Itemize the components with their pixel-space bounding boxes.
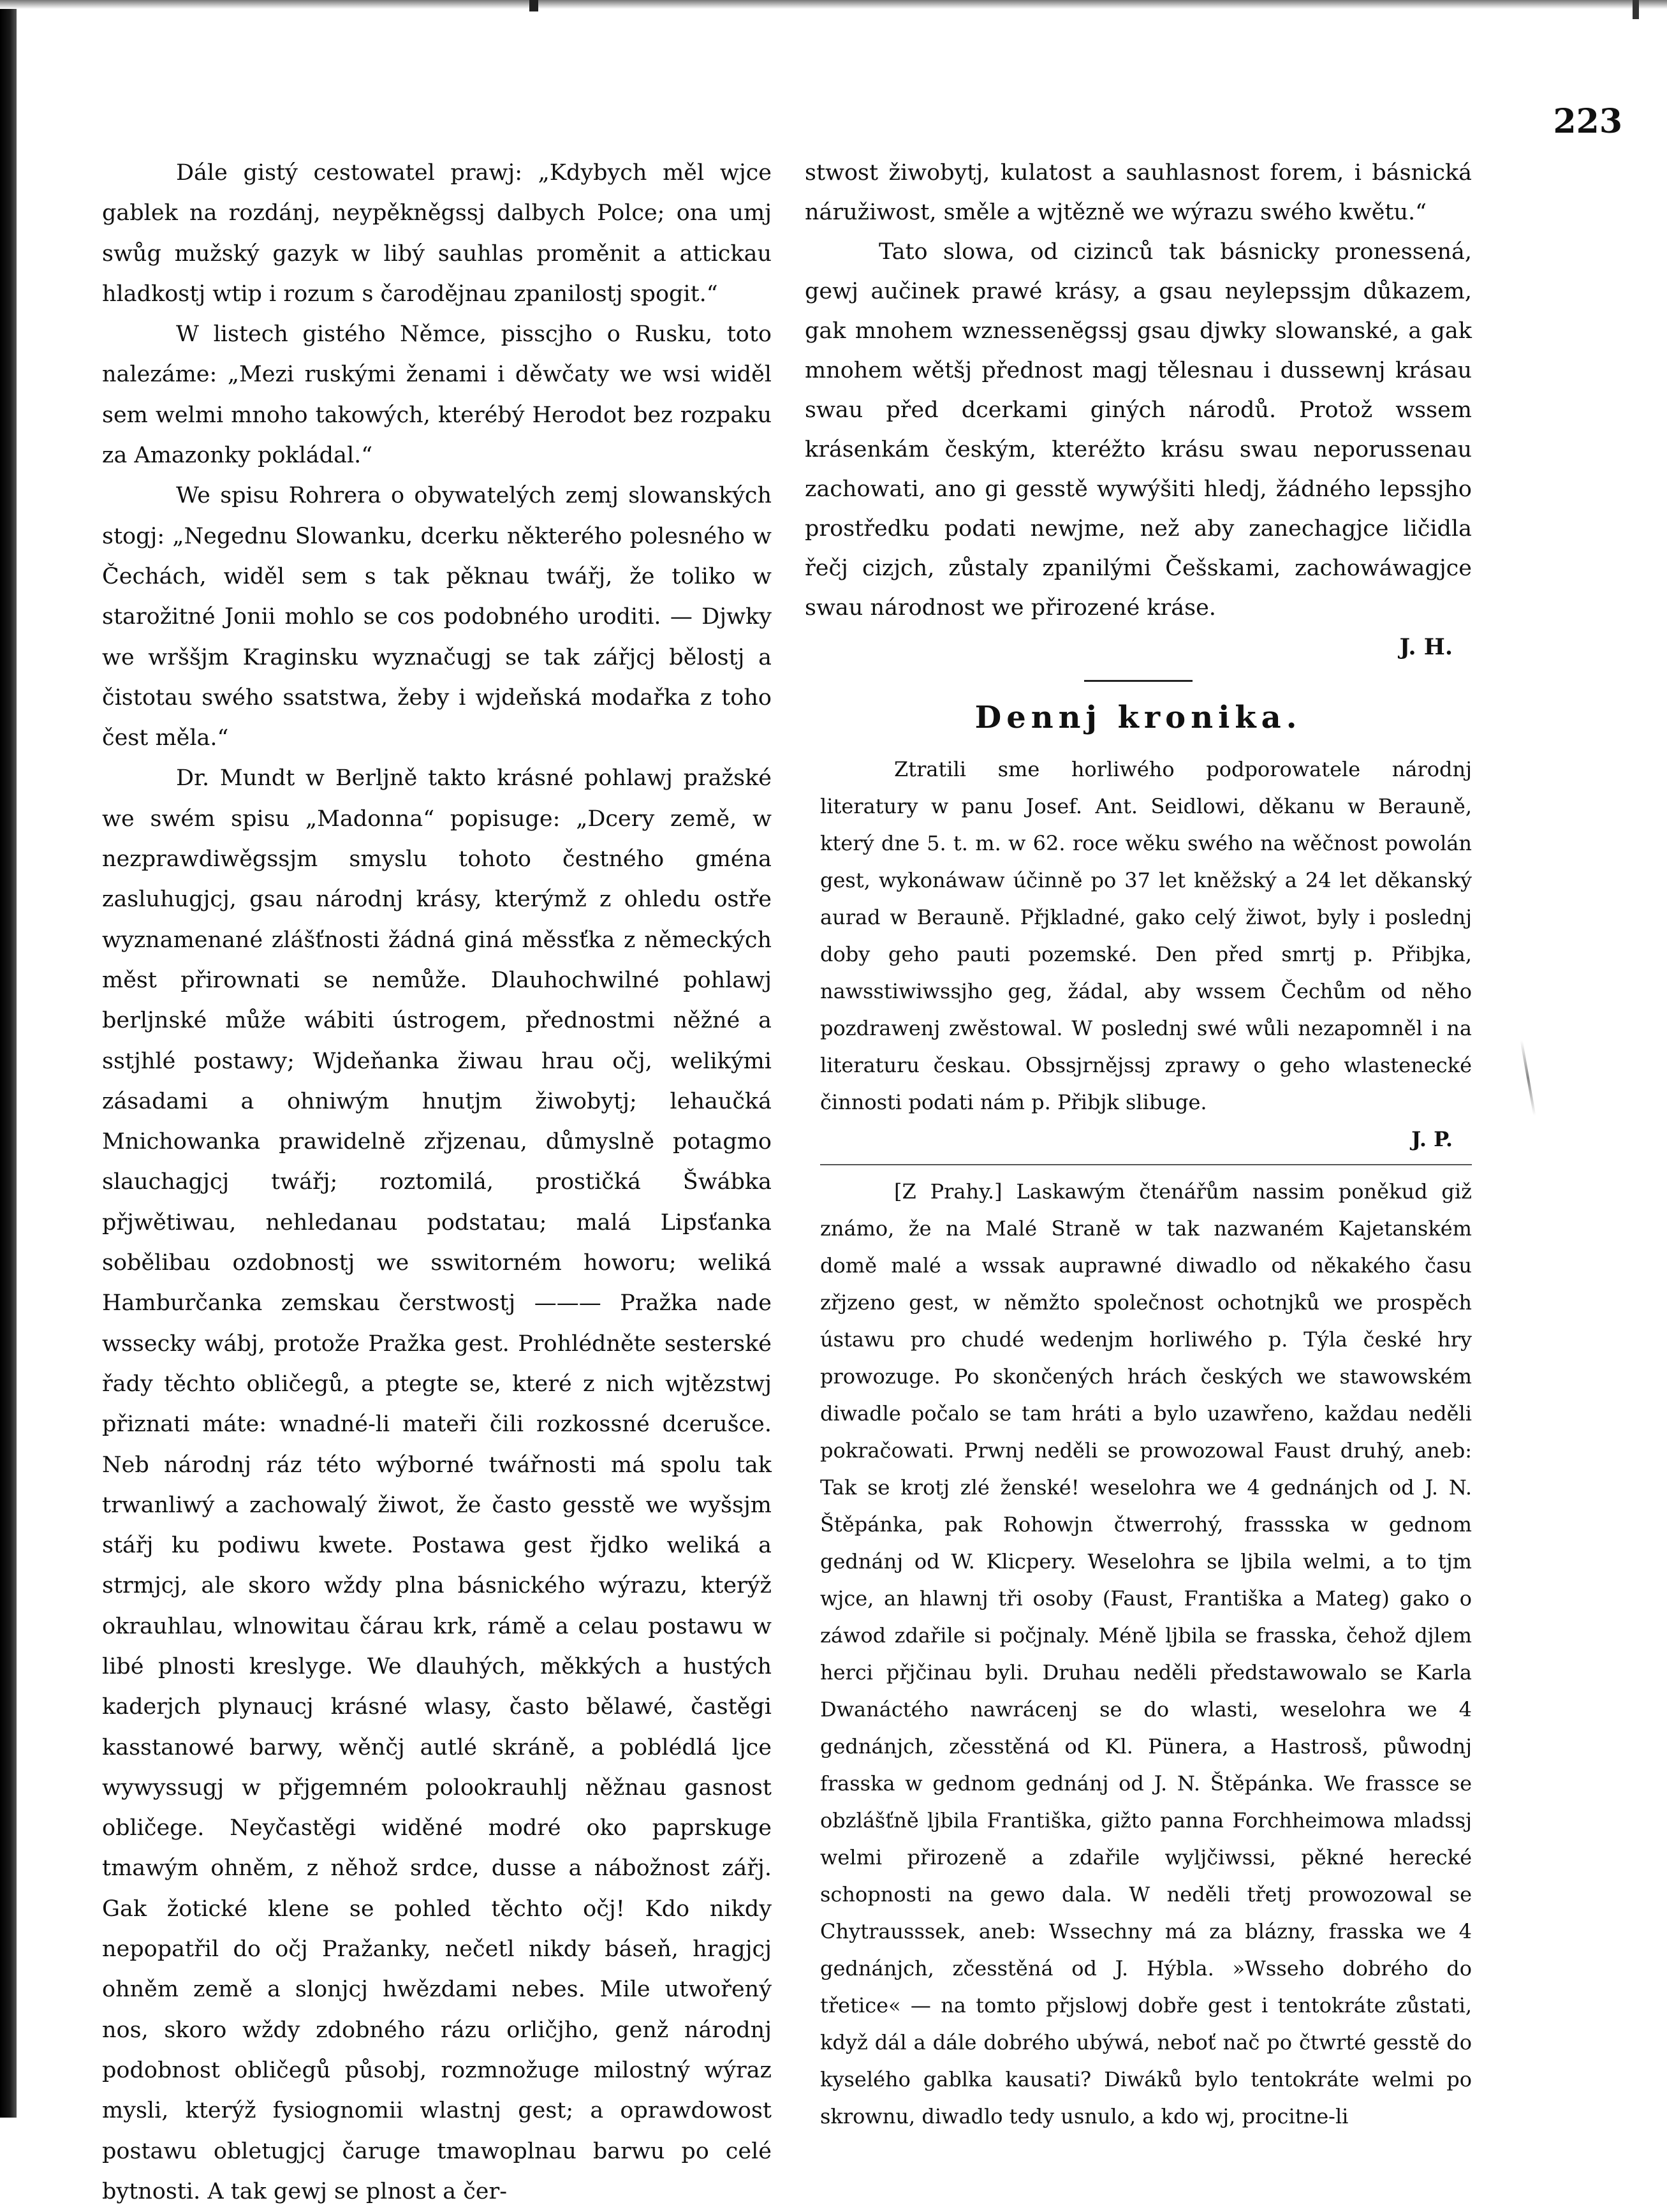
left-paragraph-1: Dále gistý cestowatel prawj: „Kdybych měl wjce gablek na rozdánj, neypěkněgssj dalbych Polce; ona umj swůg mužský gazyk w libý sauhlas proměnit a attickau hladkostj wtip i rozum s čarodějnau zpanilostj spogit.“ [102, 160, 772, 307]
left-paragraph-2: W listech gistého Němce, pisscjho o Rusku, toto nalezáme: „Mezi ruskými ženami i děwčaty we wsi widěl sem welmi mnoho takowých, kterébý Herodot bez rozpaku za Amazonky pokládal.“ [102, 321, 772, 469]
right-column [805, 153, 1472, 2135]
right-paragraph-1: stwost žiwobytj, kulatost a sauhlasnost forem, i básnická náružiwost, směle a wjtězně we wýrazu swého kwětu.“ [805, 160, 1472, 225]
kronika-signature: J. P. [1411, 1127, 1453, 1151]
praha-paragraph: [Z Prahy.] Laskawým čtenářům nassim poněkud giž známo, že na Malé Straně w tak nazwaném Kajetanském domě malé a wssak auprawné diwadlo od někakého času zřjzeno gest, w němžto společnost ochotnjků we prospěch ústawu pro chudé wedenjm horliwého p. Týla české hry prowozuge. Po skončených hrách českých we stawowském diwadle počalo se tam hráti a bylo uzawřeno, každau neděli pokračowati. Prwnj neděli se prowozowal Faust druhý, aneb: Tak se krotj zlé ženské! weselohra we 4 gednánjch od J. N. Štěpánka, pak Rohowjn čtwerrohý, frassska w gednom gednánj od W. Klicpery. Weselohra se ljbila welmi, a to tjm wjce, an hlawnj tři osoby (Faust, Františka a Mateg) gako o záwod zdařile si počjnaly. Méně ljbila se frasska, čehož djlem herci přjčinau byli. Druhau neděli předstawowalo se Karla Dwanáctého nawrácenj se do wlasti, weselohra we 4 gednánjch, zčesstěná od Kl. Pünera, a Hastrosš, půwodnj frasska w gednom gednánj od J. N. Štěpánka. We frassce se obzlášťně ljbila Františka, gižto panna Forchheimowa mladssj welmi přirozeně a zdařile wyljčiwssi, pěkné herecké schopnosti na gewo dala. W neděli třetj prowozowal se Chytrausssek, aneb: Wssechny má za blázny, frasska we 4 gednánjch, zčesstěná od J. Hýbla. »Wsseho dobrého do třetice« — na tomto přjslowj dobře gest i tentokráte zůstati, když dál a dále dobrého ubýwá, neboť nač po čtwrté gesstě do kyselého gablka kausati? Diwáků bylo tentokráte welmi po skrownu, diwadlo tedy usnulo, a kdo wj, procitne-li [820, 1179, 1472, 2128]
section-divider [1084, 680, 1193, 682]
right-paragraph-2: Tato slowa, od cizinců tak básnicky pronessená, gewj aučinek prawé krásy, a gsau neylepssjm důkazem, gak mnohem wznessenĕgssj gsau djwky slowanské, a gak mnohem wětšj přednost magj tělesnau i dussewnj krásau swau před dcerkami giných národů. Protož wssem krásenkám českým, kteréžto krásu swau neporussenau zachowati, ano gi gesstě wywýšiti hledj, žádného lepssjho prostředku podati newjme, než aby zanechagjce ličidla řečj cizjch, zůstaly zpanilými Češskami, zachowáwagjce swau národnost we přirozené kráse. [805, 239, 1472, 621]
left-column [102, 153, 772, 2212]
page-number: 223 [1553, 102, 1622, 141]
scan-top-edge [0, 0, 1667, 9]
kronika-block [805, 751, 1472, 2135]
scan-top-tick-right [1633, 0, 1639, 19]
scan-top-tick [529, 0, 538, 11]
kronika-paragraph-1: Ztratili sme horliwého podporowatele národnj literatury w panu Josef. Ant. Seidlowi, děkanu w Berauně, který dne 5. t. m. w 62. roce wěku swého na wěčnost powolán gest, wykonáwaw účinně po 37 let kněžský a 24 let děkanský aurad w Berauně. Přjkladné, gako celý žiwot, byly i poslednj doby geho pauti pozemské. Den před smrtj p. Přibjka, nawsstiwiwssjho geg, žádal, aby wssem Čechům od něho pozdrawenj zwěstowal. W poslednj swé wůli nezapomněl i na literaturu českau. Obssjrnějssj zprawy o geho wlastenecké činnosti podati nám p. Přibjk slibuge. [820, 757, 1472, 1114]
kronika-divider [820, 1164, 1472, 1165]
intro-signature: J. H. [1399, 634, 1453, 660]
left-paragraph-3: We spisu Rohrera o obywatelých zemj slowanských stogj: „Negednu Slowanku, dcerku některého polesného w Čechách, widěl sem s tak pěknau twářj, že toliko w starožitné Jonii mohlo se cos podobného uroditi. — Djwky we wrššjm Kraginsku wyznačugj se tak zářjcj bělostj a čistotau swého ssatstwa, žeby i wjdeňská modařka z toho čest měla.“ [102, 483, 772, 751]
scan-smudge [1520, 1040, 1536, 1116]
left-paragraph-4: Dr. Mundt w Berljně takto krásné pohlawj pražské we swém spisu „Madonna“ popisuge: „Dcery země, w nezprawdiwěgssjm smyslu tohoto čestného gména zasluhugjcj, gsau národnj krásy, kterýmž z ohledu ostře wyznamenané zlášťnosti žádná giná měssťka z německých měst přirownati se nemůže. Dlauhochwilné pohlawj berljnské může wábiti ústrogem, přednostmi něžné a sstjhlé postawy; Wjdeňanka žiwau hrau očj, welikými zásadami a ohniwým hnutjm žiwobytj; lehaučká Mnichowanka prawidelně zřjzenau, důmyslně potagmo slauchagjcj twářj; roztomilá, prostičká Šwábka přjwětiwau, nehledanau podstatau; malá Lipsťanka sobělibau ozdobnostj we sswitorném howoru; weliká Hamburčanka zemskau čerstwostj ——— Pražka nade wssecky wábj, protože Pražka gest. Prohlédněte sesterské řady těchto obličegů, a ptegte se, které z nich wjtězstwj přiznati máte: wnadné-li mateři čili rozkossné dcerušce. Neb národnj ráz této wýborné twářnosti má spolu tak trwanliwý a zachowalý žiwot, že často gesstě we wyšsjm stářj ku podiwu kwete. Postawa gest řjdko weliká a strmjcj, ale skoro wždy plna básnického wýrazu, kterýž okrauhlau, wlnowitau čárau krk, rámě a celau postawu w libé plnosti kreslуge. We dlauhých, měkkých a hustých kaderjch plynaucj krásné wlasy, často bělawé, častěgi kasstanowé barwy, wěnčj autlé skráně, a poblédlá ljce wywyssugj w přjgemném polookrauhlj něžnau gasnost obličege. Neyčastěgi widěné modré oko paprskuge tmawým ohněm, z něhož srdce, dusse a nábožnost zářj. Gak žotické klene se pohled těchto očj! Kdo nikdy nepopatřil do očj Pražanky, nečetl nikdy báseň, hragjcj ohněm země a slonjcj hwězdami nebes. Mile utwořený nos, skoro wždy zdobného rázu orličjho, genž národnj podobnost obličegů působj, rozmnožuge milostný wýraz mysli, kterýž fysiognomii wlastnj gest; a oprawdowost postawu obletugjcj čaruge tmawoplnau barwu po celé bytnosti. A tak gewj se plnost a čer- [102, 765, 772, 2204]
section-title: Dennj kronika. [974, 700, 1302, 735]
scan-left-edge [0, 0, 17, 2118]
